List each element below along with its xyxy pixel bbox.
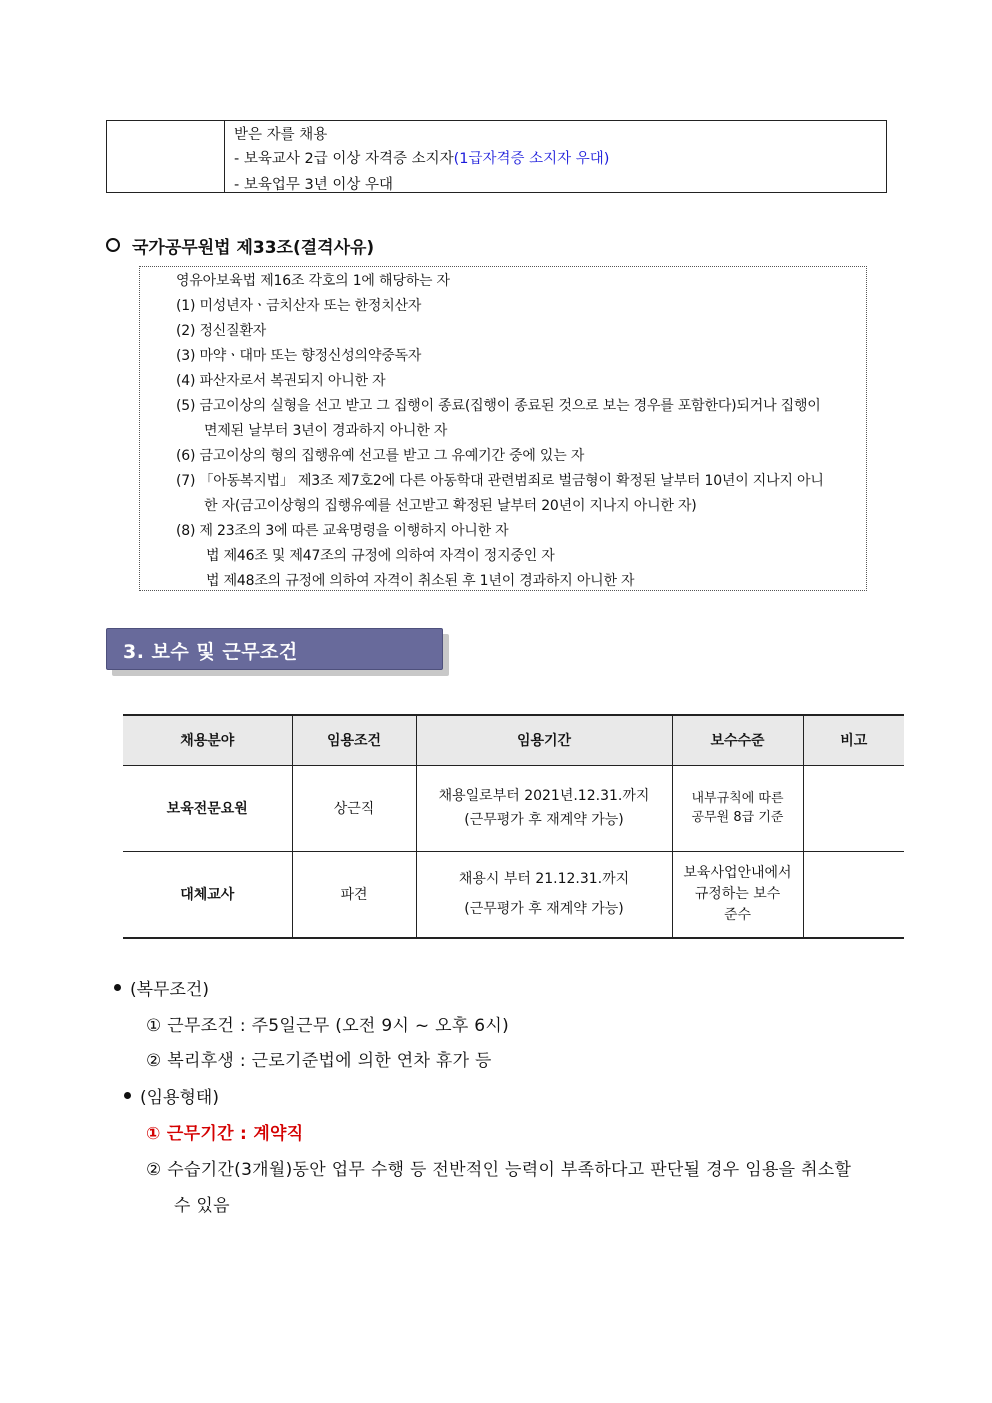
cell-pay <box>672 851 803 938</box>
period-line-2: (근무평가 후 재계약 가능) <box>464 901 624 918</box>
qualification-table-continuation <box>106 120 887 193</box>
law-item: (7) 「아동복지법」 제3조 제7호2에 다른 아동학대 관련범죄로 벌금형이 확정된 날부터 10년이 지나지 아니 <box>176 473 824 489</box>
law-item: (1) 미성년자ㆍ금치산자 또는 한정치산자 <box>176 298 422 314</box>
law-item: (5) 금고이상의 실형을 선고 받고 그 집행이 종료(집행이 종료된 것으로 보는 경우를 포함한다)되거나 집행이 <box>176 398 821 414</box>
header-field: 채용분야 <box>123 715 292 765</box>
pay-line-2: 규정하는 보수 <box>694 885 781 902</box>
law-section-heading <box>106 233 374 258</box>
cell-condition: 파견 <box>292 851 416 938</box>
law-item: (4) 파산자로서 복권되지 아니한 자 <box>176 373 386 389</box>
cell-pay <box>672 765 803 851</box>
law-item: 한 자(금고이상형의 집행유예를 선고받고 확정된 날부터 20년이 지나지 아니한 자) <box>204 498 697 514</box>
section-3-banner <box>106 628 443 670</box>
table-row <box>123 851 904 938</box>
bullet-icon <box>124 1092 131 1099</box>
law-item: (2) 정신질환자 <box>176 323 267 339</box>
disqualification-box <box>139 266 867 591</box>
period-line-1: 채용시 부터 21.12.31.까지 <box>458 871 630 888</box>
table-line-3: - 보육업무 3년 이상 우대 <box>234 177 393 193</box>
header-pay: 보수수준 <box>672 715 803 765</box>
pay-line-3: 준수 <box>723 906 752 923</box>
pay-line-1: 보육사업안내에서 <box>683 864 792 881</box>
cell-note <box>803 765 904 851</box>
service-item-welfare: ② 복리후생 : 근로기준법에 의한 연차 휴가 등 <box>146 1051 492 1071</box>
cell-condition: 상근직 <box>292 765 416 851</box>
table-header-row <box>123 715 904 765</box>
employment-item-probation: ② 수습기간(3개월)동안 업무 수행 등 전반적인 능력이 부족하다고 판단될 경우 임용을 취소할 <box>146 1160 852 1180</box>
service-heading-text: (복무조건) <box>130 980 209 1000</box>
law-item: (3) 마약ㆍ대마 또는 향정신성의약중독자 <box>176 348 422 364</box>
bullet-icon <box>114 984 121 991</box>
service-heading <box>114 975 209 1000</box>
law-item: 법 제48조의 규정에 의하여 자격이 취소된 후 1년이 경과하지 아니한 자 <box>206 573 635 589</box>
law-item: 면제된 날부터 3년이 경과하지 아니한 자 <box>204 423 448 439</box>
header-period: 임용기간 <box>416 715 672 765</box>
pay-line-2: 공무원 8급 기준 <box>691 810 784 825</box>
header-condition: 임용조건 <box>292 715 416 765</box>
table-line-2-blue: (1급자격증 소지자 우대) <box>453 151 610 167</box>
table-line-1: 받은 자를 채용 <box>234 127 328 143</box>
employment-heading <box>124 1083 219 1108</box>
period-line-1: 채용일로부터 2021년.12.31.까지 <box>438 788 650 804</box>
table-row <box>123 765 904 851</box>
pay-conditions-table <box>123 714 904 939</box>
table-line-2-text: - 보육교사 2급 이상 자격증 소지자 <box>234 151 454 167</box>
employment-heading-text: (임용형태) <box>140 1088 219 1108</box>
law-item: (6) 금고이상의 형의 집행유예 선고를 받고 그 유예기간 중에 있는 자 <box>176 448 585 464</box>
cell-period <box>416 765 672 851</box>
header-note: 비고 <box>803 715 904 765</box>
law-item: 영유아보육법 제16조 각호의 1에 해당하는 자 <box>176 273 450 289</box>
table-divider <box>224 121 225 192</box>
section-3-title: 3. 보수 및 근무조건 <box>123 641 298 663</box>
table-line-2 <box>234 147 609 168</box>
period-line-2: (근무평가 후 재계약 가능) <box>464 812 624 828</box>
law-item: 법 제46조 및 제47조의 규정에 의하여 자격이 정지중인 자 <box>206 548 555 564</box>
law-item: (8) 제 23조의 3에 따른 교육명령을 이행하지 아니한 자 <box>176 523 509 539</box>
circle-bullet-icon <box>106 238 120 252</box>
pay-line-1: 내부규칙에 따른 <box>691 791 784 806</box>
employment-item-contract: ① 근무기간 : 계약직 <box>146 1124 304 1144</box>
service-item-work-hours: ① 근무조건 : 주5일근무 (오전 9시 ~ 오후 6시) <box>146 1016 510 1036</box>
cell-field: 보육전문요원 <box>123 765 292 851</box>
cell-field: 대체교사 <box>123 851 292 938</box>
cell-period <box>416 851 672 938</box>
cell-note <box>803 851 904 938</box>
employment-item-probation-cont: 수 있음 <box>174 1196 230 1216</box>
law-heading-text: 국가공무원법 제33조(결격사유) <box>132 238 375 258</box>
